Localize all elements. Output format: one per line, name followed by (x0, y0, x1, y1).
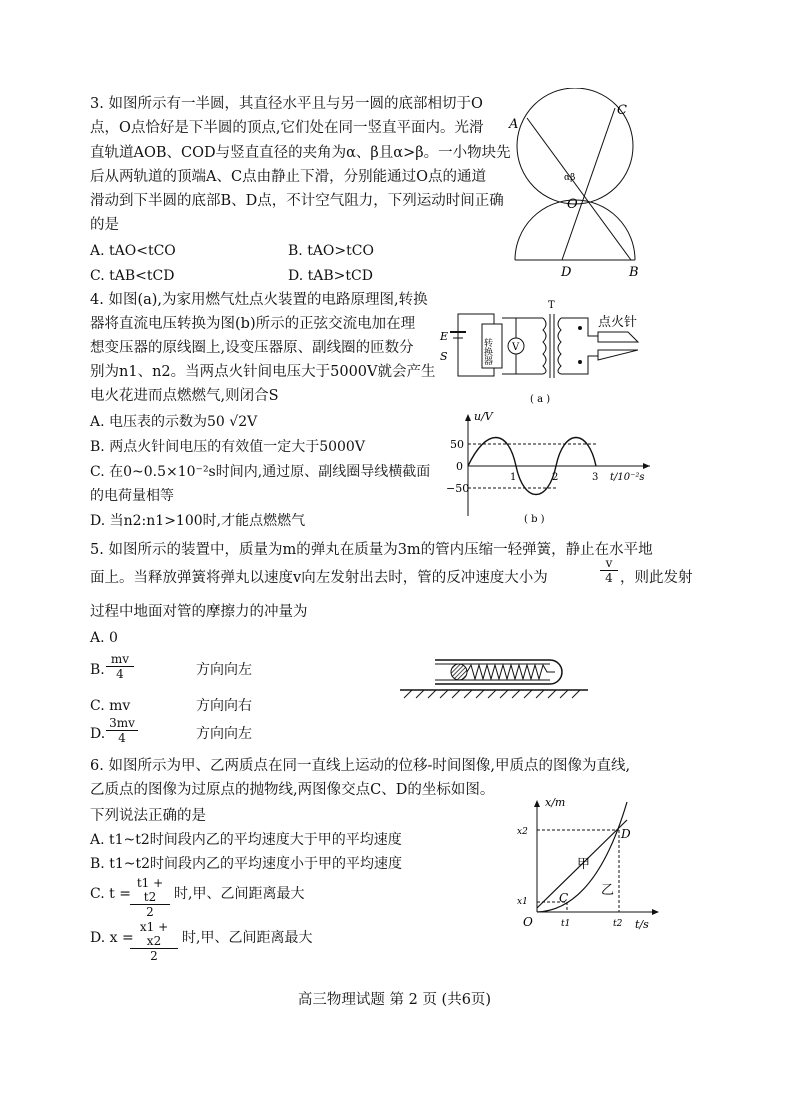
q5-option-b-label: B. (90, 662, 105, 678)
svg-text:点火针: 点火针 (598, 315, 638, 330)
q6-option-c-suffix: 时,甲、乙间距离最大 (174, 886, 305, 902)
q6-line: 下列说法正确的是 (90, 808, 206, 824)
svg-text:甲: 甲 (577, 857, 591, 872)
svg-text:D: D (621, 827, 631, 841)
q6-line: 6. 如图所示为甲、乙两质点在同一直线上运动的位移-时间图像,甲质点的图像为直线, (90, 758, 631, 774)
svg-text:x2: x2 (517, 827, 528, 837)
q3-line: 的是 (90, 217, 119, 233)
svg-text:乙: 乙 (601, 883, 615, 898)
svg-text:t1: t1 (561, 919, 571, 929)
q6-option-d-frac: $\frac{x1 + x2}{2}$ (130, 920, 178, 963)
q3-option-d: D. tAB>tCD (288, 268, 373, 284)
q4-option-d: D. 当n2:n1>100时,才能点燃燃气 (90, 513, 306, 529)
q3-line: 点，O点恰好是下半圆的顶点,它们处在同一竖直平面内。光滑 (90, 120, 484, 136)
q6-option-d-suffix: 时,甲、乙间距离最大 (182, 930, 313, 946)
q4-option-c: C. 在0~0.5×10⁻²s时间内,通过原、副线圈导线横截面 (90, 464, 431, 480)
q4-option-c-cont: 的电荷量相等 (90, 488, 174, 504)
svg-text:t/s: t/s (635, 918, 649, 931)
q5-option-b-dir: 方向向左 (196, 662, 252, 678)
svg-text:50: 50 (450, 438, 464, 451)
q3-line: 3. 如图所示有一半圆，其直径水平且与另一圆的底部相切于O (90, 96, 483, 112)
q6-option-c-frac: $\frac{t1 + t2}{2}$ (130, 876, 170, 919)
svg-text:O: O (523, 915, 533, 929)
svg-text:C: C (559, 891, 569, 905)
svg-text:3: 3 (592, 472, 599, 483)
q5-line: 5. 如图所示的装置中，质量为m的弹丸在质量为3m的管内压缩一轻弹簧，静止在水平地 (90, 542, 653, 558)
svg-text:转换器: 转换器 (482, 338, 492, 365)
q5-v-over-4: $\frac{v}{4}$ (600, 556, 618, 585)
svg-text:0: 0 (456, 460, 463, 473)
svg-text:t2: t2 (613, 919, 623, 929)
svg-text:t/10⁻²s: t/10⁻²s (610, 472, 645, 483)
svg-text:( a ): ( a ) (530, 394, 551, 405)
q6-option-d-prefix: D. x = (90, 930, 134, 946)
q4-circuit-figure (438, 296, 668, 410)
q5-option-c-dir: 方向向右 (196, 698, 252, 714)
q5-line: ，则此发射 (620, 570, 693, 586)
q4-line: 4. 如图(a),为家用燃气灶点火装置的电路原理图,转换 (90, 292, 428, 308)
q6-option-a: A. t1~t2时间段内乙的平均速度大于甲的平均速度 (90, 832, 402, 848)
svg-text:x1: x1 (517, 897, 528, 907)
q3-line: 直轨道AOB、COD与竖直直径的夹角为α、β且α>β。一小物块先 (90, 145, 511, 161)
svg-text:−50: −50 (446, 482, 470, 495)
label-alpha-beta: αβ (564, 173, 576, 183)
q3-option-b: B. tAO>tCO (288, 243, 374, 259)
q4-line: 器将直流电压转换为图(b)所示的正弦交流电加在理 (90, 316, 416, 332)
q5-option-c-label: C. mv (90, 698, 131, 714)
q4-sine-figure (438, 408, 678, 532)
q6-line: 乙质点的图像为过原点的抛物线,两图像交点C、D的坐标如图。 (90, 782, 495, 798)
q5-option-a: A. 0 (90, 630, 118, 646)
svg-text:T: T (548, 300, 555, 311)
q5-tube-spring-figure (400, 656, 590, 704)
q5-option-b-frac: $\frac{mv}{4}$ (106, 652, 134, 681)
q6-option-c-prefix: C. t = (90, 886, 131, 902)
svg-text:( b ): ( b ) (524, 514, 545, 525)
q6-xt-graph (515, 796, 665, 940)
label-b: B (629, 265, 639, 278)
q5-line: 过程中地面对管的摩擦力的冲量为 (90, 604, 308, 620)
svg-text:E: E (440, 330, 449, 343)
svg-text:2: 2 (552, 472, 559, 483)
q3-option-a: A. tAO<tCO (90, 243, 176, 259)
q3-option-c: C. tAB<tCD (90, 268, 175, 284)
q4-line: 想变压器的原线圈上,设变压器原、副线圈的匝数分 (90, 340, 414, 356)
label-a: A (509, 117, 519, 132)
page-footer: 高三物理试题 第 2 页 (共6页) (297, 992, 492, 1008)
label-o: O (567, 197, 578, 212)
q5-line: 面上。当释放弹簧将弹丸以速度v向左发射出去时，管的反冲速度大小为 (90, 570, 548, 586)
label-c: C (617, 103, 627, 118)
q5-option-d-label: D. (90, 726, 106, 742)
q4-option-a: A. 电压表的示数为50 √2V (90, 414, 258, 430)
label-d: D (561, 265, 572, 278)
q5-option-d-frac: $\frac{3mv}{4}$ (106, 716, 138, 745)
svg-text:x/m: x/m (545, 796, 566, 809)
q4-line: 电火花进而点燃燃气,则闭合S (90, 388, 279, 404)
q3-line: 滑动到下半圆的底部B、D点，不计空气阻力，下列运动时间正确 (90, 193, 504, 209)
q3-circles-figure (505, 88, 665, 282)
q4-line: 别为n1、n2。当两点火针间电压大于5000V就会产生 (90, 364, 436, 380)
q3-line: 后从两轨道的顶端A、C点由静止下滑，分别能通过O点的通道 (90, 169, 486, 185)
q5-option-d-dir: 方向向左 (196, 726, 252, 742)
q4-option-b: B. 两点火针间电压的有效值一定大于5000V (90, 439, 365, 455)
svg-text:V: V (512, 342, 520, 353)
q6-option-b: B. t1~t2时间段内乙的平均速度小于甲的平均速度 (90, 856, 402, 872)
svg-text:u/V: u/V (474, 410, 493, 423)
svg-text:1: 1 (510, 472, 517, 483)
svg-text:S: S (440, 350, 448, 363)
